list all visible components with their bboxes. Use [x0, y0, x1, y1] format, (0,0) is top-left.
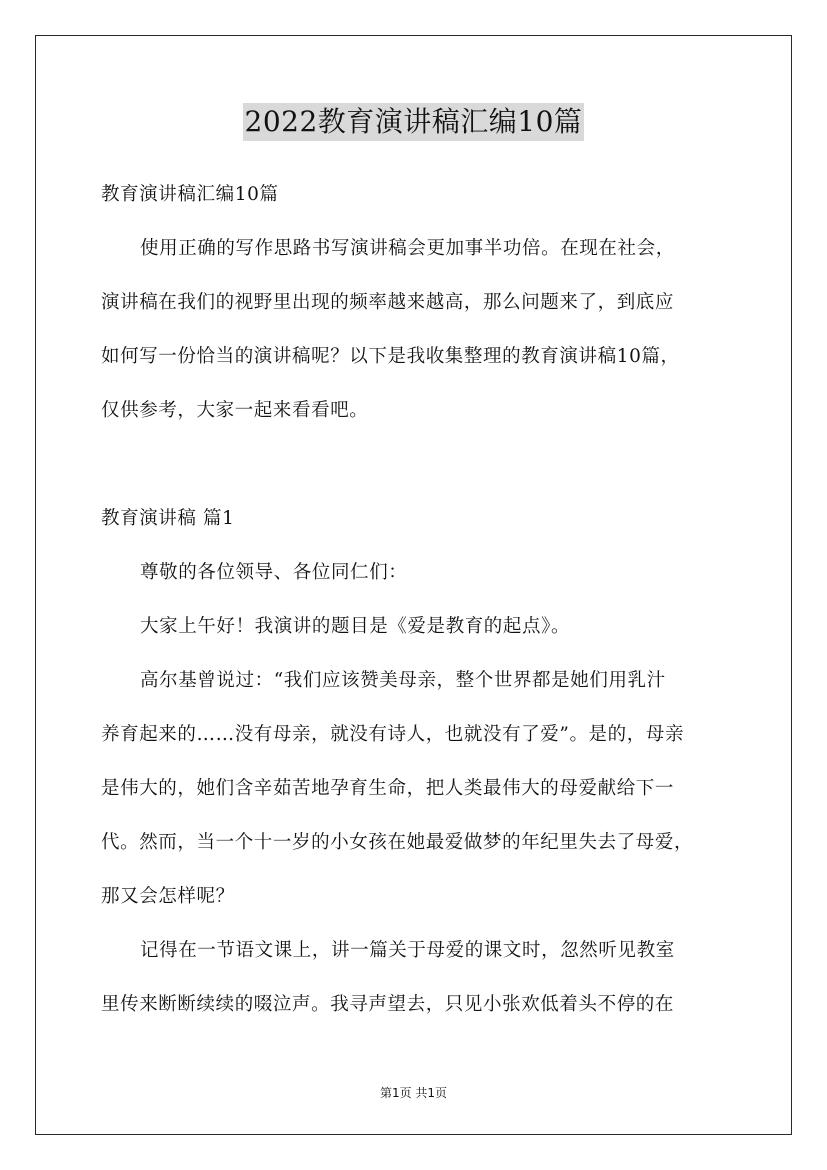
body-line: 养育起来的……没有母亲，就没有诗人，也就没有了爱”。是的，母亲	[101, 724, 685, 745]
intro-line: 使用正确的写作思路书写演讲稿会更加事半功倍。在现在社会，	[140, 238, 675, 259]
title-container	[0, 103, 827, 141]
document-subtitle: 教育演讲稿汇编10篇	[101, 184, 279, 205]
body-line: 记得在一节语文课上，讲一篇关于母爱的课文时，忽然听见教室	[140, 940, 675, 961]
page-footer: 第1页 共1页	[379, 1086, 448, 1100]
body-line: 是伟大的，她们含辛茹苦地孕育生命，把人类最伟大的母爱献给下一	[101, 778, 675, 799]
document-title: 2022教育演讲稿汇编10篇	[243, 103, 585, 141]
body-line: 里传来断断续续的啜泣声。我寻声望去，只见小张欢低着头不停的在	[101, 994, 675, 1015]
section-heading: 教育演讲稿 篇1	[101, 508, 235, 529]
salutation-line: 尊敬的各位领导、各位同仁们：	[140, 562, 408, 583]
body-line: 代。然而，当一个十一岁的小女孩在她最爱做梦的年纪里失去了母爱，	[101, 832, 694, 853]
intro-line: 如何写一份恰当的演讲稿呢？以下是我收集整理的教育演讲稿10篇，	[101, 346, 680, 367]
body-line: 高尔基曾说过：“我们应该赞美母亲，整个世界都是她们用乳汁	[140, 670, 666, 691]
body-line: 那又会怎样呢？	[101, 886, 235, 907]
intro-line: 仅供参考，大家一起来看看吧。	[101, 400, 369, 421]
intro-line: 演讲稿在我们的视野里出现的频率越来越高，那么问题来了，到底应	[101, 292, 675, 313]
body-line: 大家上午好！我演讲的题目是《爱是教育的起点》。	[140, 616, 571, 637]
